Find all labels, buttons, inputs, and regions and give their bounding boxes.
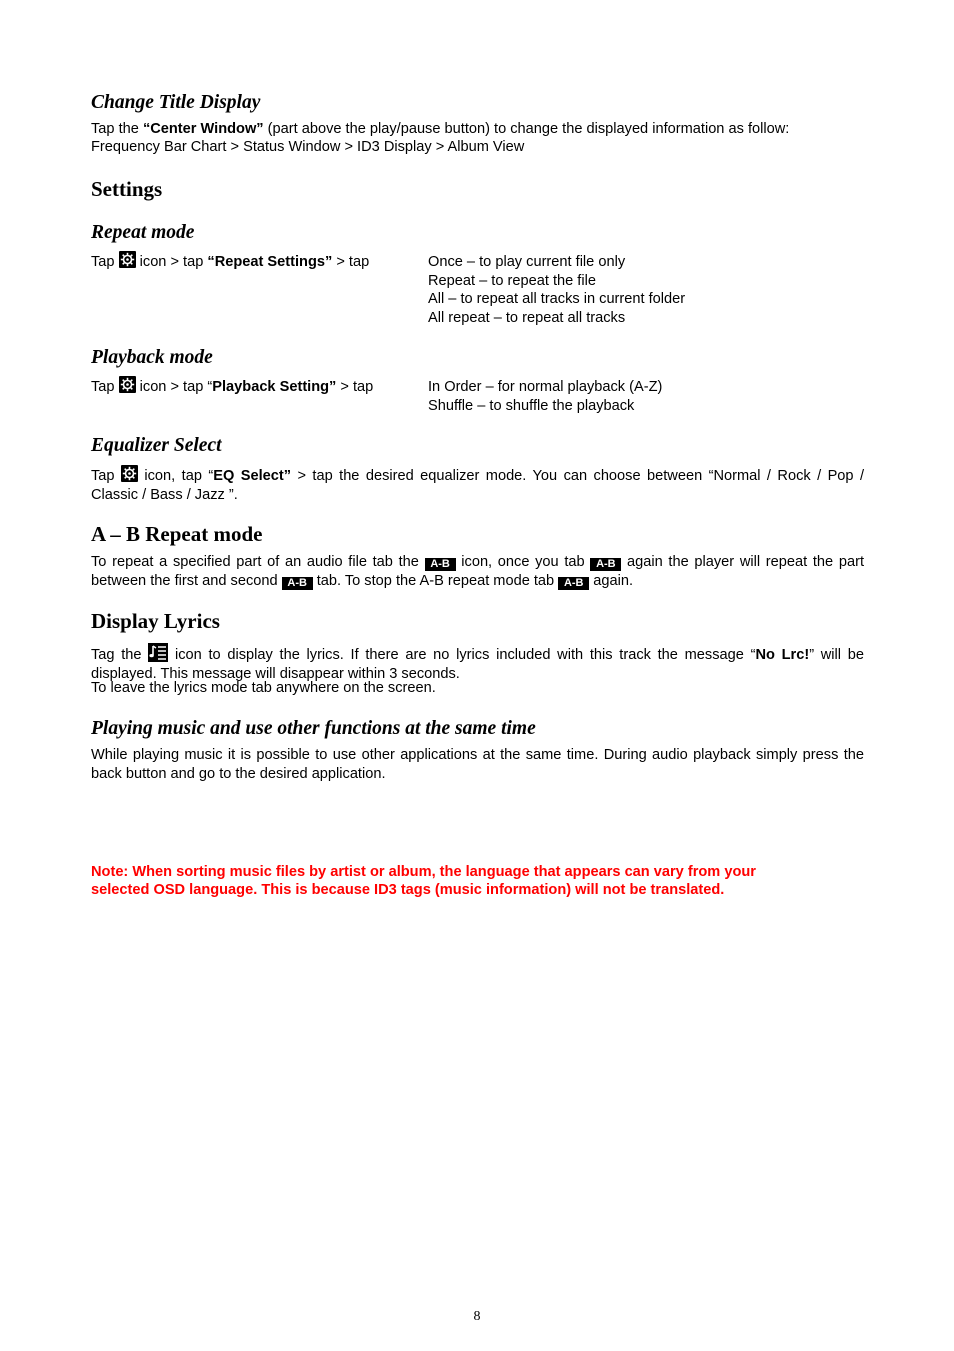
repeat-mode-options	[428, 253, 685, 327]
equalizer-text: Tap icon, tap “EQ Select” > tap the desired equalizer mode. You can choose between “Normal / Rock / Pop / Classic / Bass / Jazz ”.	[91, 465, 864, 504]
settings-heading: Settings	[91, 177, 163, 201]
lyrics-leave-text: To leave the lyrics mode tab anywhere on the screen.	[91, 680, 436, 696]
ab-repeat-text: To repeat a specified part of an audio file tab the A-B icon, once you tab A-B again the player will repeat the part between the first and second A-B tab. To stop the A-B repeat mode tab A-B again.	[91, 554, 864, 589]
change-title-text-1: Tap the “Center Window” (part above the play/pause button) to change the displayed information as follow:	[91, 121, 790, 137]
playback-option: Shuffle – to shuffle the playback	[428, 397, 635, 414]
equalizer-heading: Equalizer Select	[91, 435, 222, 456]
ab-repeat-icon: A-B	[590, 558, 621, 571]
ab-repeat-icon: A-B	[558, 577, 589, 590]
ab-repeat-heading: A – B Repeat mode	[91, 522, 263, 546]
repeat-option: Repeat – to repeat the file	[428, 272, 596, 289]
repeat-option: Once – to play current file only	[428, 254, 626, 270]
repeat-option: All repeat – to repeat all tracks	[428, 309, 626, 326]
ab-repeat-icon: A-B	[282, 577, 313, 590]
multitask-heading: Playing music and use other functions at the same time	[91, 718, 536, 739]
repeat-mode-instruction: Tap icon > tap “Repeat Settings” > tap	[91, 251, 369, 272]
lyrics-icon	[148, 643, 168, 662]
playback-option: In Order – for normal playback (A-Z)	[428, 379, 663, 395]
playback-mode-options	[428, 378, 662, 415]
repeat-option: All – to repeat all tracks in current folder	[428, 291, 686, 307]
note-line-1: Note: When sorting music files by artist or album, the language that appears can vary from your	[91, 864, 756, 880]
gear-icon	[119, 376, 136, 393]
lyrics-text: Tag the icon to display the lyrics. If there are no lyrics included with this track the message “No Lrc!” will be displayed. This message will disappear within 3 seconds.	[91, 643, 864, 683]
change-title-heading: Change Title Display	[91, 92, 261, 113]
ab-repeat-icon: A-B	[425, 558, 456, 571]
gear-icon	[119, 251, 136, 268]
note-line-2: selected OSD language. This is because ID3 tags (music information) will not be translated.	[91, 882, 725, 898]
repeat-mode-heading: Repeat mode	[91, 222, 195, 243]
playback-mode-instruction: Tap icon > tap “Playback Setting” > tap	[91, 376, 373, 397]
change-title-text-2: Frequency Bar Chart > Status Window > ID3 Display > Album View	[91, 139, 525, 155]
playback-mode-heading: Playback mode	[91, 347, 213, 368]
lyrics-heading: Display Lyrics	[91, 609, 220, 633]
multitask-text: While playing music it is possible to use other applications at the same time. During audio playback simply press the back button and go to the desired application.	[91, 747, 864, 782]
page-number: 8	[473, 1309, 481, 1324]
gear-icon	[121, 465, 138, 482]
